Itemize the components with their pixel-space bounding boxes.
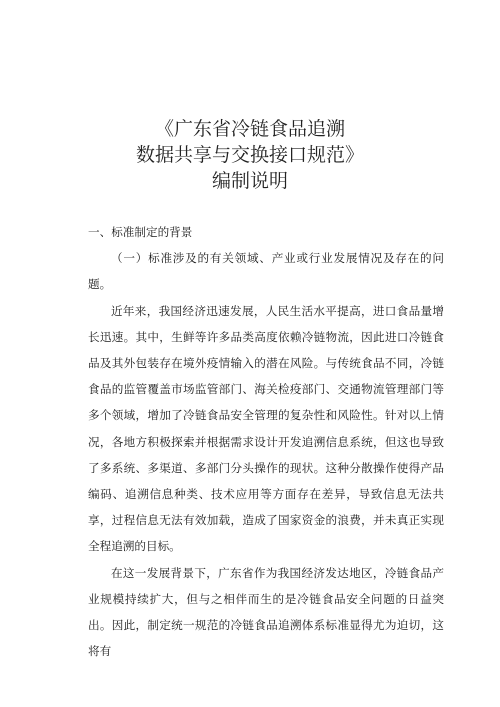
document-body — [88, 219, 444, 664]
section-heading: 一、标准制定的背景 — [88, 225, 193, 239]
title-line-2: 数据共享与交换接口规范》 — [135, 144, 364, 166]
sub-heading: （一）标准涉及的有关领域、产业或行业发展情况及存在的问题。 — [88, 251, 444, 292]
document-title — [0, 116, 500, 194]
paragraph-2: 在这一发展背景下，广东省作为我国经济发达地区，冷链食品产业规模持续扩大，但与之相伴而生的是冷链食品安全问题的日益突出。因此，制定统一规范的冷链食品追溯体系标准显得尤为迫切，这将有 — [88, 565, 444, 659]
paragraph-1: 近年来，我国经济迅速发展，人民生活水平提高，进口食品量增长迅速。其中，生鲜等许多品类高度依赖冷链物流，因此进口冷链食品及其外包装存在境外疫情输入的潜在风险。与传统食品不同，冷链食品的监管覆盖市场监管部门、海关检疫部门、交通物流管理部门等多个领域，增加了冷链食品安全管理的复杂性和风险性。针对以上情况，各地方积极探索并根据需求设计开发追溯信息系统，但这也导致了多系统、多渠道、多部门分头操作的现状。这种分散操作使得产品编码、追溯信息种类、技术应用等方面存在差异，导致信息无法共享，过程信息无法有效加载，造成了国家资金的浪费，并未真正实现全程追溯的目标。 — [88, 303, 444, 554]
title-line-3: 编制说明 — [211, 170, 288, 192]
title-line-1: 《广东省冷链食品追溯 — [154, 118, 345, 140]
